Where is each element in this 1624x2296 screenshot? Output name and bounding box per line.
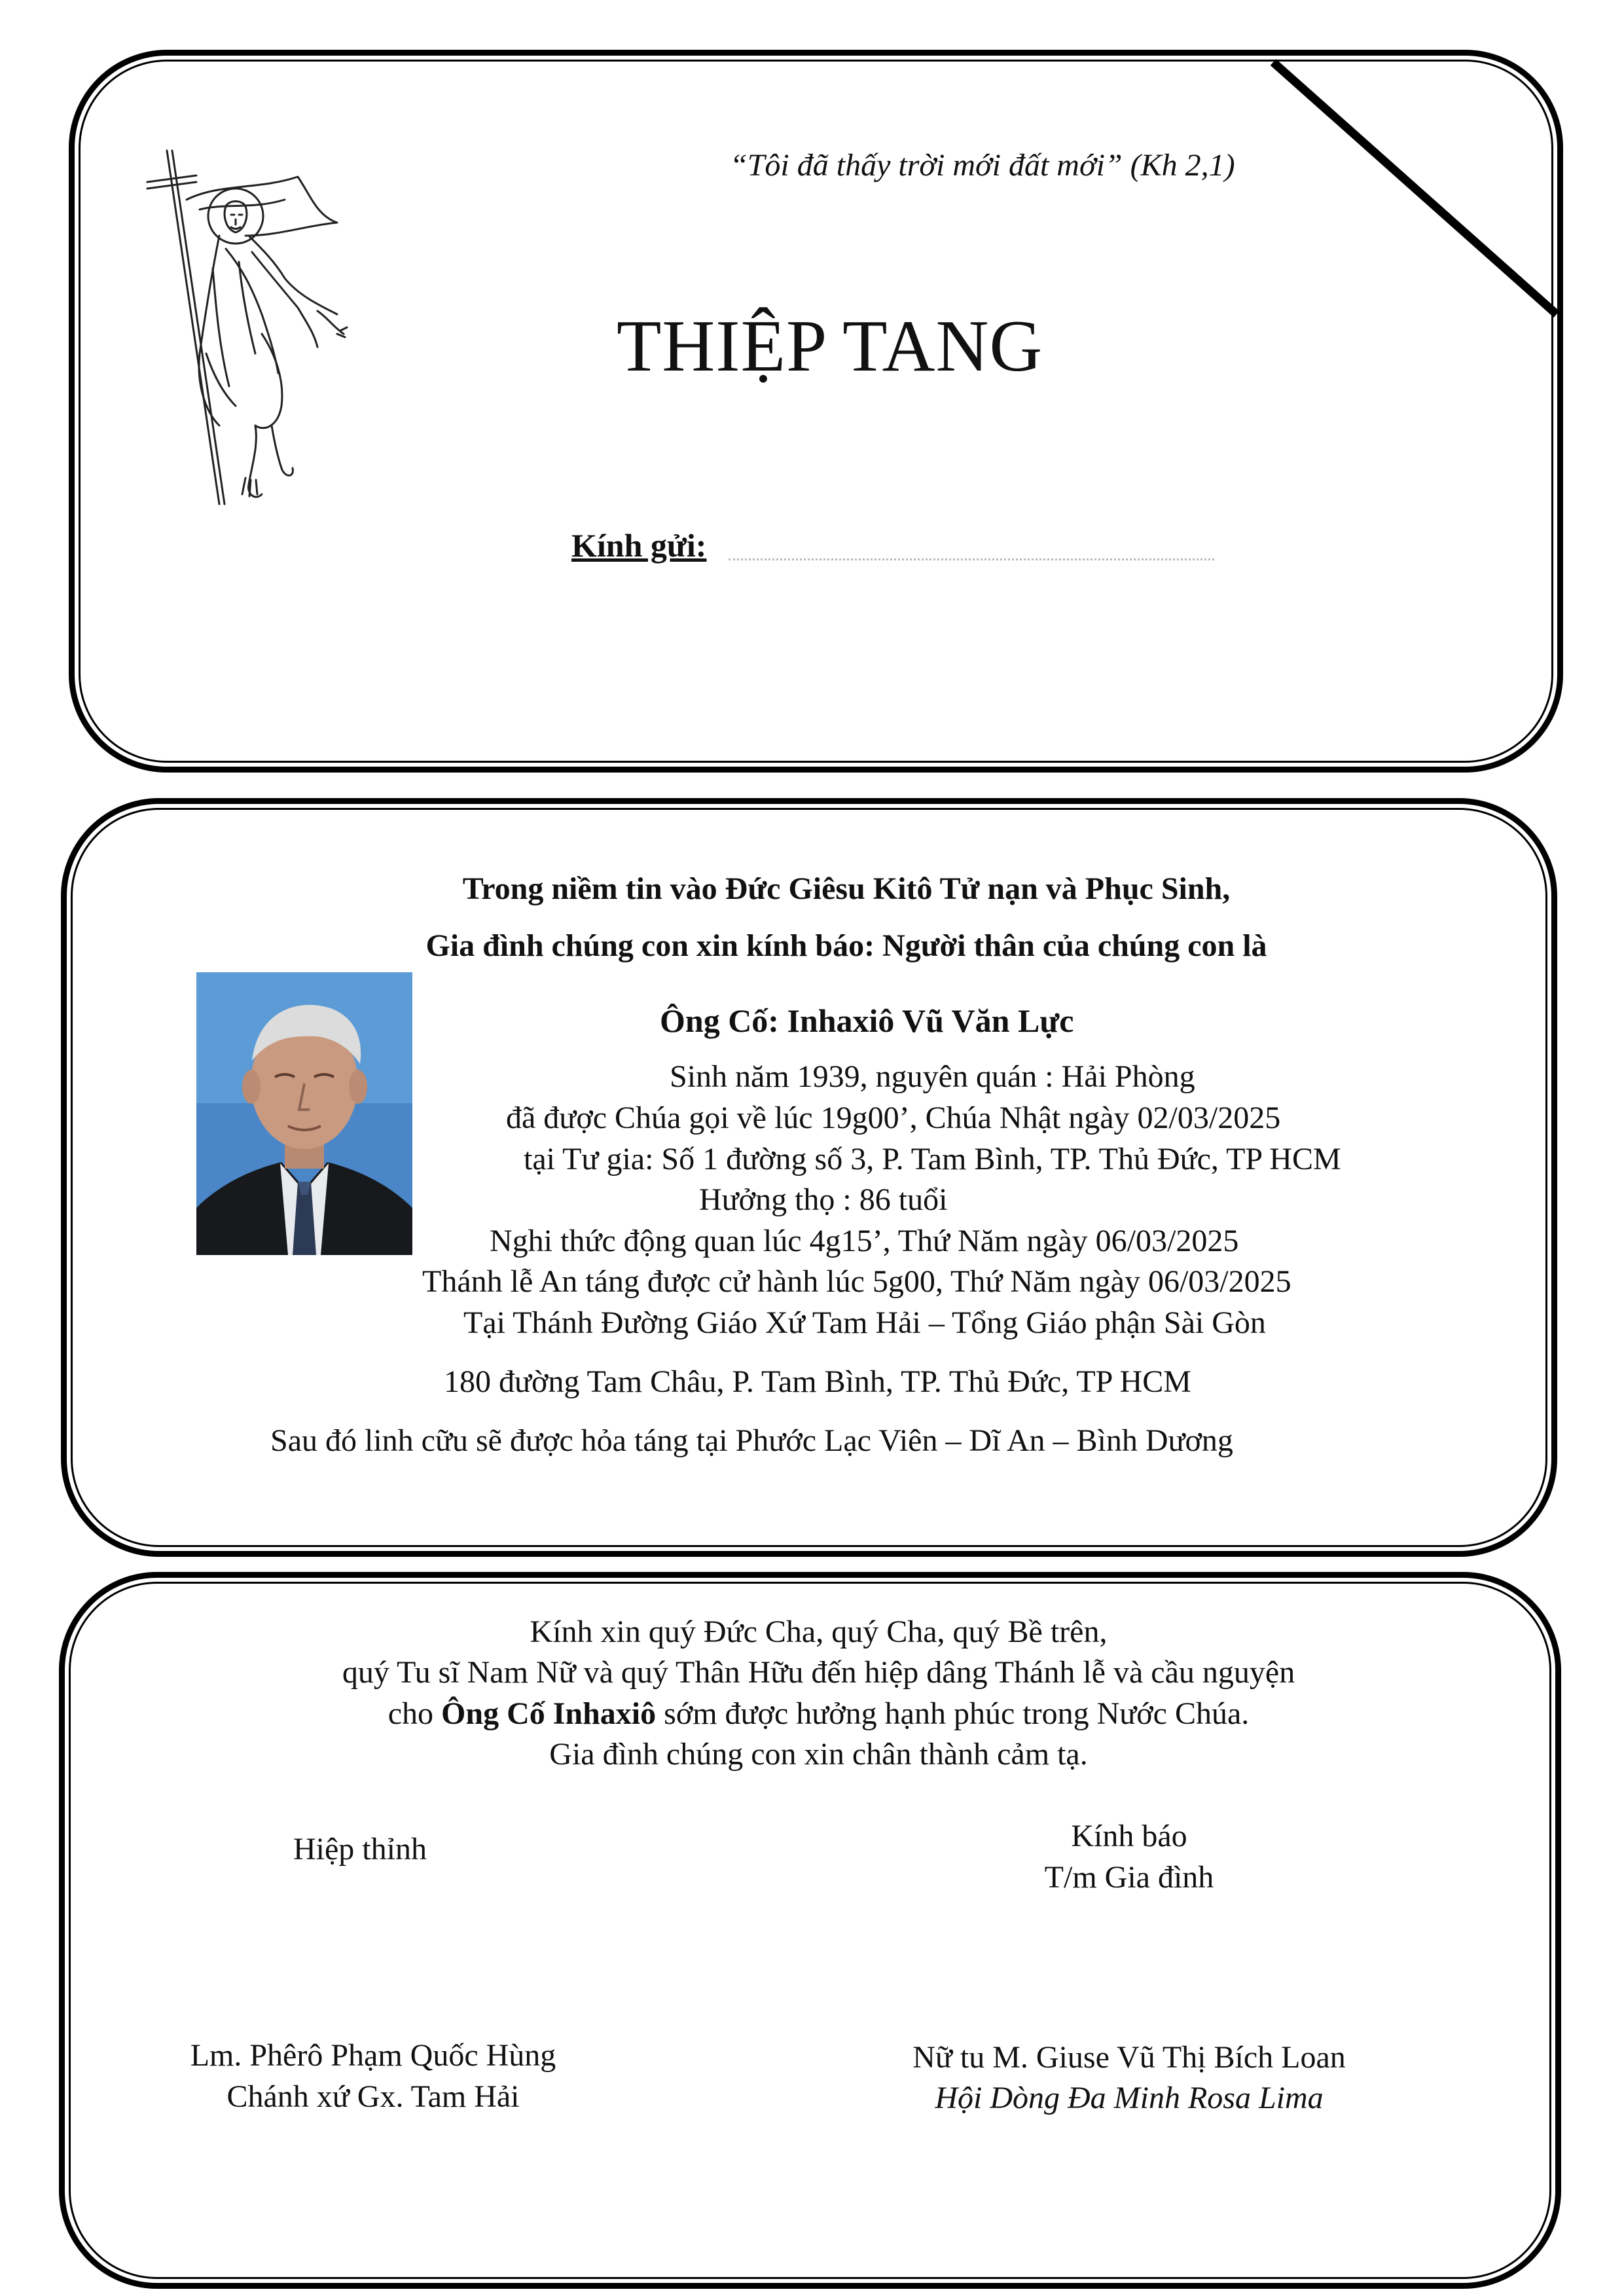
age-info: Hưởng thọ : 86 tuổi — [699, 1182, 948, 1217]
invitation-line-3 — [0, 1696, 1624, 1732]
deceased-photo — [196, 972, 412, 1255]
faith-line: Trong niềm tin vào Đức Giêsu Kitô Tử nạn và Phục Sinh, — [462, 871, 1231, 906]
scripture-quote: “Tôi đã thấy trời mới đất mới” (Kh 2,1) — [730, 148, 1235, 183]
left-signatory-role: Chánh xứ Gx. Tam Hải — [226, 2079, 520, 2114]
right-signature-heading-2: T/m Gia đình — [1044, 1860, 1214, 1895]
notice-line: Gia đình chúng con xin kính báo: Người thân của chúng con là — [425, 928, 1267, 963]
invitation-line-3-pre: cho — [388, 1696, 442, 1731]
invitation-line-1: Kính xin quý Đức Cha, quý Cha, quý Bề trên, — [530, 1614, 1108, 1649]
invitation-line-4: Gia đình chúng con xin chân thành cảm tạ. — [549, 1737, 1088, 1772]
right-signatory-role: Hội Dòng Đa Minh Rosa Lima — [935, 2081, 1324, 2115]
addressee-line[interactable] — [729, 558, 1214, 560]
church-address: 180 đường Tam Châu, P. Tam Bình, TP. Thủ Đức, TP HCM — [444, 1364, 1191, 1399]
church-name: Tại Thánh Đường Giáo Xứ Tam Hải – Tổng Giáo phận Sài Gòn — [463, 1305, 1266, 1340]
death-info: đã được Chúa gọi về lúc 19g00’, Chúa Nhật ngày 02/03/2025 — [506, 1101, 1281, 1135]
left-signature-heading: Hiệp thỉnh — [293, 1832, 427, 1867]
funeral-mass: Thánh lễ An táng được cử hành lúc 5g00, Thứ Năm ngày 06/03/2025 — [422, 1264, 1291, 1299]
birth-info: Sinh năm 1939, nguyên quán : Hải Phòng — [670, 1059, 1195, 1094]
deceased-name: Ông Cố: Inhaxiô Vũ Văn Lực — [660, 1002, 1074, 1039]
right-signatory-name: Nữ tu M. Giuse Vũ Thị Bích Loan — [912, 2040, 1346, 2075]
invitation-line-2: quý Tu sĩ Nam Nữ và quý Thân Hữu đến hiệp dâng Thánh lễ và cầu nguyện — [342, 1655, 1295, 1690]
right-signature-heading-1: Kính báo — [1071, 1819, 1187, 1853]
card-title: THIỆP TANG — [617, 306, 1043, 387]
coffin-rite: Nghi thức động quan lúc 4g15’, Thứ Năm ngày 06/03/2025 — [490, 1224, 1239, 1258]
left-signatory-name: Lm. Phêrô Phạm Quốc Hùng — [190, 2038, 556, 2073]
risen-christ-illustration — [121, 137, 363, 517]
invitation-deceased: Ông Cố Inhaxiô — [441, 1696, 657, 1731]
invitation-line-3-post: sớm được hưởng hạnh phúc trong Nước Chúa. — [656, 1696, 1250, 1731]
addressee-label: Kính gửi: — [571, 527, 707, 564]
cremation-info: Sau đó linh cữu sẽ được hỏa táng tại Phước Lạc Viên – Dĩ An – Bình Dương — [270, 1423, 1233, 1458]
death-place: tại Tư gia: Số 1 đường số 3, P. Tam Bình, TP. Thủ Đức, TP HCM — [524, 1142, 1341, 1176]
